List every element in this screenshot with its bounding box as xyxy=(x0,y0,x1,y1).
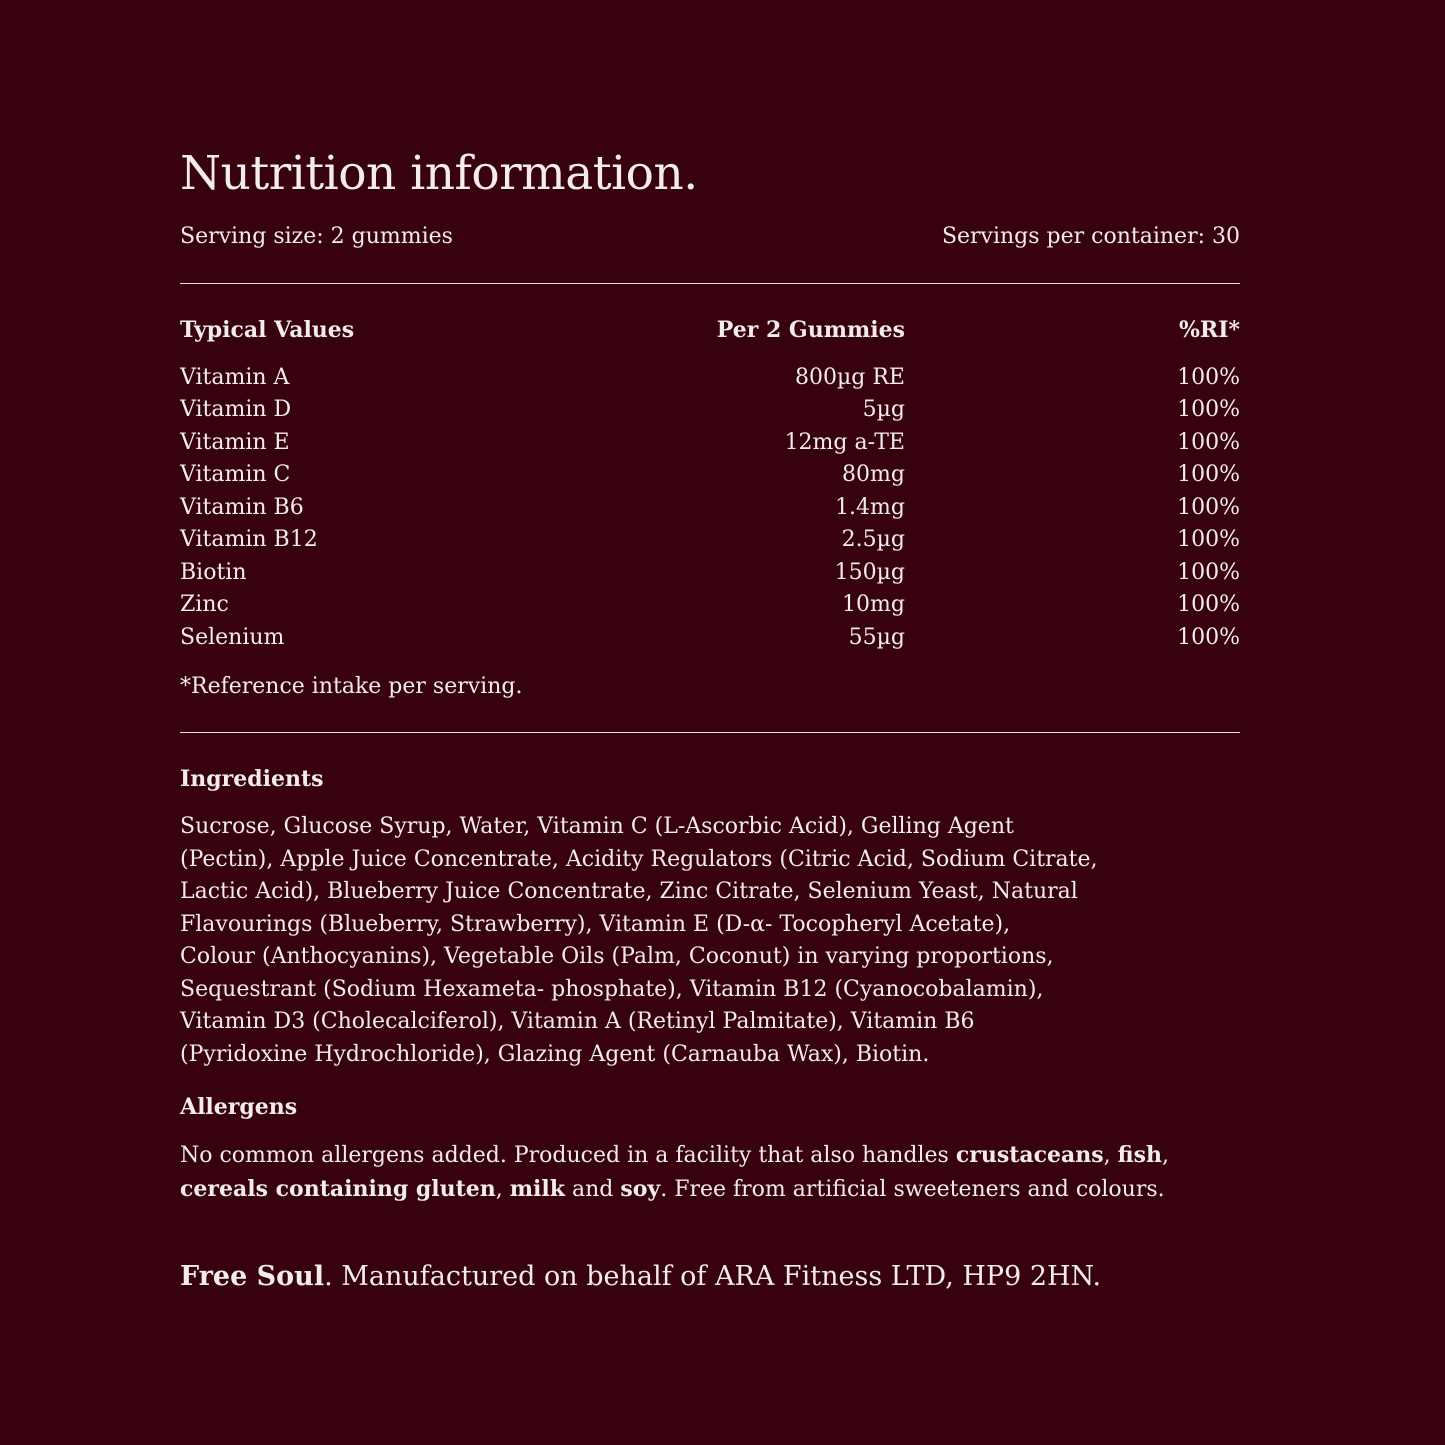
nutrient-ri: 100% xyxy=(1177,527,1240,552)
nutrient-name: Vitamin E xyxy=(180,429,290,455)
ingredients-line: Colour (Anthocyanins), Vegetable Oils (Palm, Coconut) in varying proportions, xyxy=(180,944,1054,969)
table-row xyxy=(180,427,1240,460)
nutrient-ri: 100% xyxy=(1177,494,1240,520)
column-header-per-serving: Per 2 Gummies xyxy=(716,317,905,343)
nutrient-amount: 80mg xyxy=(842,462,905,487)
allergen-crustaceans: crustaceans xyxy=(955,1142,1104,1168)
nutrient-ri: 100% xyxy=(1177,559,1240,585)
nutrient-ri: 100% xyxy=(1177,462,1240,487)
table-row xyxy=(180,362,1240,395)
page-title: Nutrition information. xyxy=(180,146,698,201)
nutrient-name: Zinc xyxy=(180,592,229,617)
ingredients-line: Sequestrant (Sodium Hexameta- phosphate), Vitamin B12 (Cyanocobalamin), xyxy=(180,976,1044,1002)
allergens-line xyxy=(180,1139,1169,1173)
nutrient-amount: 1.4mg xyxy=(835,494,905,520)
ingredients-line: Sucrose, Glucose Syrup, Water, Vitamin C (L-Ascorbic Acid), Gelling Agent xyxy=(180,814,1014,839)
allergens-line xyxy=(180,1173,1169,1207)
nutrient-ri: 100% xyxy=(1177,397,1240,422)
allergens-text-segment: No common allergens added. Produced in a facility that also handles xyxy=(180,1143,956,1168)
ingredients-line: Vitamin D3 (Cholecalciferol), Vitamin A (Retinyl Palmitate), Vitamin B6 xyxy=(180,1009,975,1034)
nutrient-name: Vitamin B12 xyxy=(180,527,318,552)
column-header-ri: %RI* xyxy=(1179,317,1240,343)
allergen-milk: milk xyxy=(509,1175,566,1202)
nutrient-amount: 800µg RE xyxy=(795,364,905,390)
column-header-typical-values: Typical Values xyxy=(180,317,355,343)
nutrient-ri: 100% xyxy=(1177,364,1240,390)
divider-middle xyxy=(180,732,1240,733)
ingredients-line: (Pyridoxine Hydrochloride), Glazing Agent (Carnauba Wax), Biotin. xyxy=(180,1041,930,1067)
ingredients-line: Flavourings (Blueberry, Strawberry), Vitamin E (D-α- Tocopheryl Acetate), xyxy=(180,911,1011,937)
serving-info xyxy=(180,222,1240,252)
nutrient-ri: 100% xyxy=(1177,429,1240,455)
nutrient-amount: 12mg a-TE xyxy=(784,429,905,455)
table-row xyxy=(180,557,1240,590)
ingredients-line: Lactic Acid), Blueberry Juice Concentrate, Zinc Citrate, Selenium Yeast, Natural xyxy=(180,879,1078,904)
nutrient-ri: 100% xyxy=(1177,592,1240,617)
nutrition-table xyxy=(180,314,1240,654)
table-row xyxy=(180,622,1240,655)
ingredients-text xyxy=(180,811,1098,1071)
table-row xyxy=(180,589,1240,622)
allergens-text-segment: , xyxy=(495,1176,510,1202)
divider-top xyxy=(180,283,1240,284)
nutrient-name: Vitamin C xyxy=(180,462,291,487)
allergens-heading: Allergens xyxy=(180,1094,298,1120)
nutrient-name: Vitamin B6 xyxy=(180,494,304,520)
nutrient-name: Vitamin A xyxy=(180,364,290,390)
nutrient-amount: 2.5µg xyxy=(841,527,905,552)
nutrient-amount: 150µg xyxy=(834,559,905,585)
reference-intake-footnote: *Reference intake per serving. xyxy=(180,674,523,699)
ingredients-heading: Ingredients xyxy=(180,766,324,792)
ingredients-line: (Pectin), Apple Juice Concentrate, Acidity Regulators (Citric Acid, Sodium Citrate, xyxy=(180,846,1098,872)
nutrient-amount: 10mg xyxy=(842,592,905,617)
nutrient-name: Selenium xyxy=(180,624,285,650)
nutrient-ri: 100% xyxy=(1177,624,1240,650)
manufacturer-footer xyxy=(180,1259,1101,1295)
brand-name: Free Soul xyxy=(180,1261,325,1292)
allergens-text-segment: and xyxy=(565,1176,621,1202)
allergens-text-segment: , xyxy=(1162,1143,1170,1168)
nutrient-name: Vitamin D xyxy=(180,397,292,422)
allergen-gluten: cereals containing gluten xyxy=(180,1175,496,1202)
allergens-text-segment: . Free from artificial sweeteners and colours. xyxy=(660,1176,1165,1202)
allergen-fish: fish xyxy=(1117,1142,1163,1168)
table-row xyxy=(180,492,1240,525)
table-header xyxy=(180,314,1240,347)
allergens-text xyxy=(180,1139,1169,1206)
nutrient-name: Biotin xyxy=(180,559,247,585)
allergen-soy: soy xyxy=(620,1175,661,1202)
servings-per-container: Servings per container: 30 xyxy=(941,224,1240,249)
nutrient-amount: 55µg xyxy=(848,624,905,650)
manufacturer-text: . Manufactured on behalf of ARA Fitness LTD, HP9 2HN. xyxy=(324,1261,1102,1292)
table-row xyxy=(180,524,1240,557)
serving-size: Serving size: 2 gummies xyxy=(180,224,453,249)
table-row xyxy=(180,394,1240,427)
table-row xyxy=(180,459,1240,492)
nutrient-amount: 5µg xyxy=(862,397,905,422)
allergens-text-segment: , xyxy=(1103,1143,1118,1168)
